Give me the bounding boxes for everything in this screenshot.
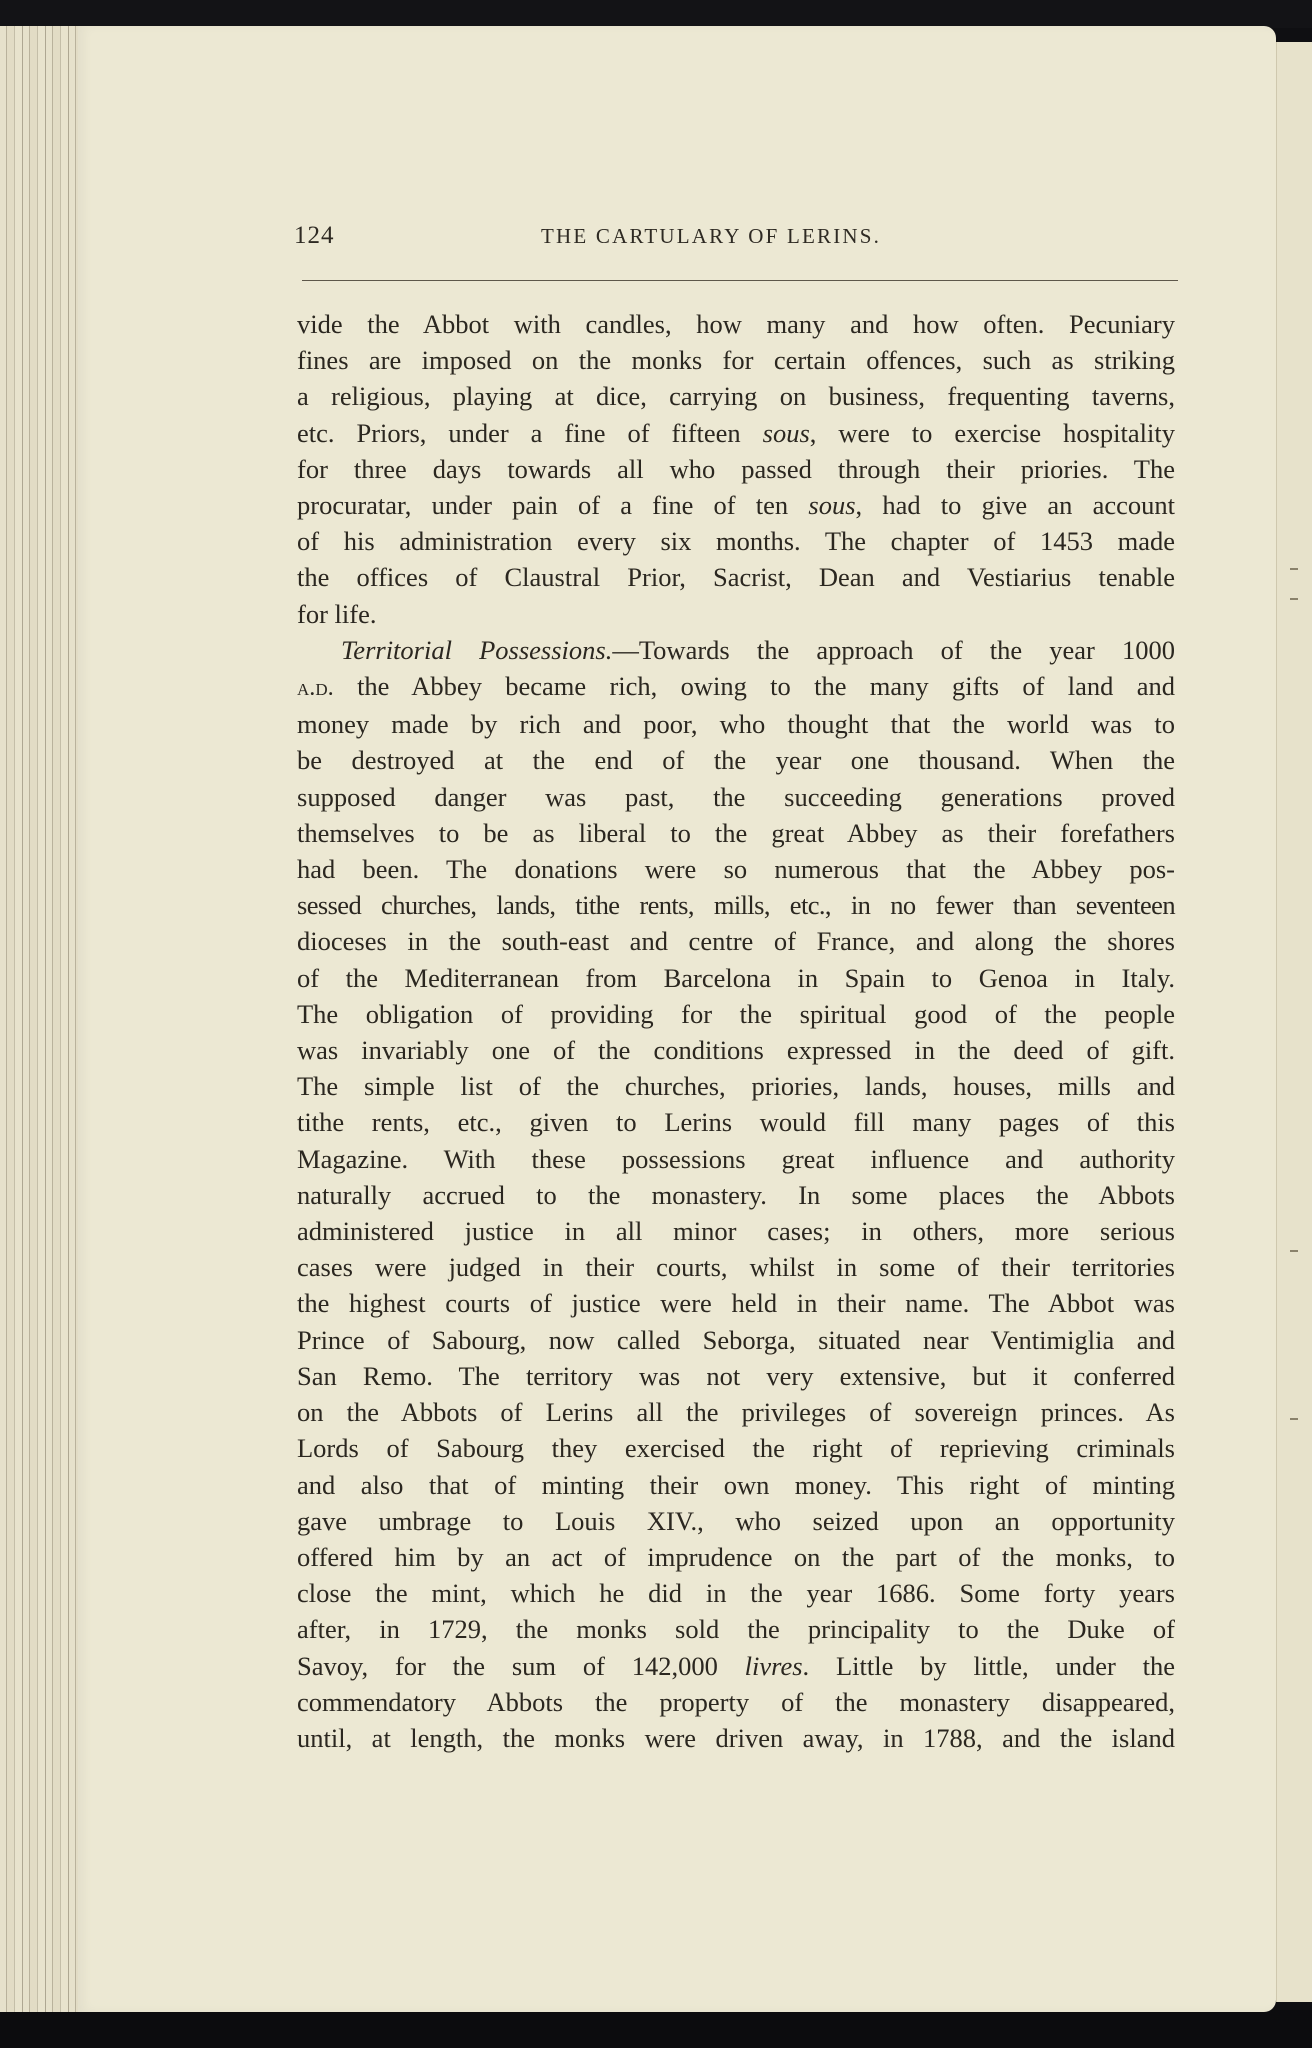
running-title: THE CARTULARY OF LERINS. (541, 224, 882, 248)
text-line: for three days towards all who passed through their priories. The (297, 453, 1175, 484)
text-line: naturally accrued to the monastery. In some places the Abbots (297, 1179, 1175, 1210)
text-line: tithe rents, etc., given to Lerins would fill many pages of this (297, 1107, 1175, 1138)
text-line: procuratar, under pain of a fine of ten sous, had to give an account (297, 490, 1175, 521)
text-line: Magazine. With these possessions great influence and authority (297, 1143, 1175, 1174)
text-line: of the Mediterranean from Barcelona in Spain to Genoa in Italy. (297, 962, 1175, 993)
text-line: the highest courts of justice were held in their name. The Abbot was (297, 1288, 1175, 1319)
text-line: sessed churches, lands, tithe rents, mills, etc., in no fewer than seventeen (297, 890, 1175, 921)
edge-mark (1290, 568, 1298, 570)
paragraph (297, 632, 1175, 1756)
text-line: money made by rich and poor, who thought that the world was to (297, 709, 1175, 740)
text-line: etc. Priors, under a fine of fifteen sous, were to exercise hospitality (297, 417, 1175, 448)
scan-background-bottom (0, 2010, 1312, 2048)
text-line: Lords of Sabourg they exercised the right of reprieving criminals (297, 1433, 1175, 1464)
scan-background-top (0, 0, 1312, 28)
italic-term: sous (762, 417, 810, 448)
page-edge-right (1276, 42, 1312, 2002)
text-line: Territorial Possessions.—Towards the approach of the year 1000 (341, 634, 1175, 665)
text-line: the offices of Claustral Prior, Sacrist, Dean and Vestiarius tenable (297, 562, 1175, 593)
body-text (297, 306, 1175, 1756)
edge-mark (1290, 1418, 1298, 1420)
text-line: Prince of Sabourg, now called Seborga, situated near Ventimiglia and (297, 1324, 1175, 1355)
text-line: The simple list of the churches, priories, lands, houses, mills and (297, 1071, 1175, 1102)
italic-term: sous (808, 490, 856, 521)
text-line: a.d. the Abbey became rich, owing to the many gifts of land and (297, 671, 1175, 702)
page-edges-left (0, 26, 82, 2012)
text-line: fines are imposed on the monks for certain offences, such as striking (297, 345, 1175, 376)
italic-term: livres (744, 1650, 803, 1681)
text-line: San Remo. The territory was not very extensive, but it conferred (297, 1360, 1175, 1391)
text-line: until, at length, the monks were driven away, in 1788, and the island (297, 1722, 1175, 1753)
page-header (294, 222, 1176, 252)
text-line: after, in 1729, the monks sold the principality to the Duke of (297, 1614, 1175, 1645)
text-line: offered him by an act of imprudence on the part of the monks, to (297, 1541, 1175, 1572)
text-line: themselves to be as liberal to the great Abbey as their forefathers (297, 817, 1175, 848)
text-line: Savoy, for the sum of 142,000 livres. Little by little, under the (297, 1650, 1176, 1681)
text-line: administered justice in all minor cases; in others, more serious (297, 1216, 1175, 1247)
text-line: and also that of minting their own money. This right of minting (297, 1469, 1175, 1500)
page-number: 124 (294, 222, 335, 249)
text-line: vide the Abbot with candles, how many and how often. Pecuniary (297, 309, 1175, 339)
text-line: gave umbrage to Louis XIV., who seized upon an opportunity (297, 1505, 1175, 1536)
text-line: be destroyed at the end of the year one thousand. When the (297, 745, 1175, 776)
text-line: cases were judged in their courts, whilst in some of their territories (297, 1252, 1175, 1283)
text-line: dioceses in the south-east and centre of France, and along the shores (297, 926, 1175, 957)
text-line: commendatory Abbots the property of the monastery disappeared, (297, 1686, 1175, 1717)
text-line: close the mint, which he did in the year 1686. Some forty years (297, 1578, 1175, 1609)
paragraph (297, 306, 1175, 632)
small-caps-term: a.d. (297, 674, 334, 702)
text-line: supposed danger was past, the succeeding generations proved (297, 781, 1175, 812)
text-line: had been. The donations were so numerous that the Abbey pos- (297, 854, 1175, 885)
text-line: for life. (297, 598, 377, 629)
text-line: a religious, playing at dice, carrying on business, frequenting taverns, (297, 381, 1175, 412)
text-line: was invariably one of the conditions expressed in the deed of gift. (297, 1035, 1175, 1066)
header-rule (302, 280, 1178, 281)
edge-mark (1290, 1250, 1298, 1252)
text-line: The obligation of providing for the spiritual good of the people (297, 998, 1175, 1029)
section-heading: Territorial Possessions. (341, 634, 613, 665)
text-line: of his administration every six months. The chapter of 1453 made (297, 526, 1175, 557)
text-line: on the Abbots of Lerins all the privileges of sovereign princes. As (297, 1397, 1175, 1428)
edge-mark (1290, 598, 1298, 600)
